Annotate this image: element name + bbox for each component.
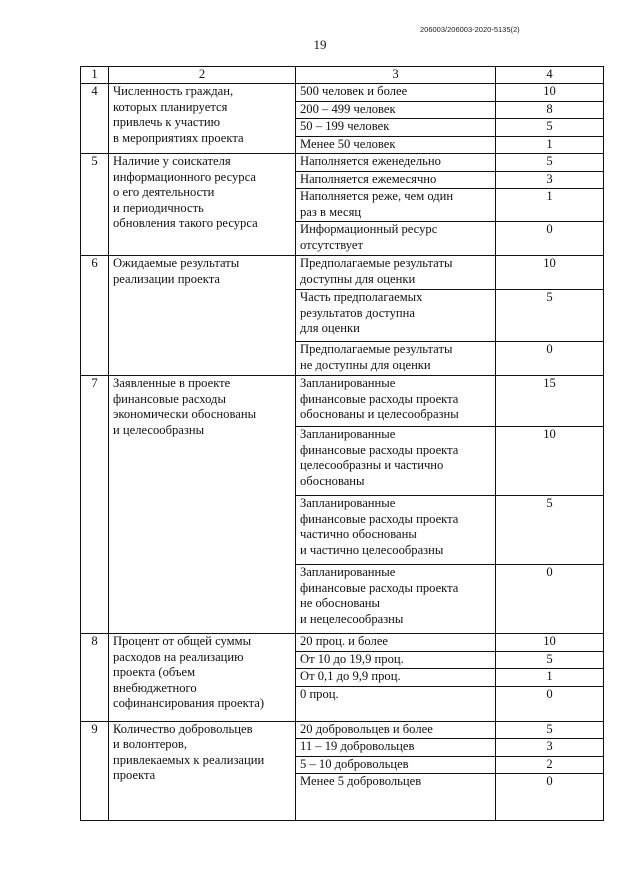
option-text: 5 – 10 добровольцев	[296, 756, 496, 774]
option-score: 0	[496, 686, 604, 721]
criteria-table	[80, 66, 604, 821]
criterion-number: 6	[81, 256, 109, 376]
option-text: Запланированные финансовые расходы проекта обоснованы и целесообразны	[296, 376, 496, 427]
criterion-number: 5	[81, 154, 109, 256]
option-text: 200 – 499 человек	[296, 101, 496, 119]
option-score: 5	[496, 651, 604, 669]
option-score: 10	[496, 634, 604, 652]
option-text: 20 добровольцев и более	[296, 721, 496, 739]
criterion-name: Заявленные в проекте финансовые расходы экономически обоснованы и целесообразны	[109, 376, 296, 634]
option-text: Информационный ресурс отсутствует	[296, 222, 496, 256]
option-score: 8	[496, 101, 604, 119]
table-row	[81, 634, 604, 652]
criterion-number: 9	[81, 721, 109, 821]
table-row	[81, 721, 604, 739]
option-text: 11 – 19 добровольцев	[296, 739, 496, 757]
criterion-number: 8	[81, 634, 109, 722]
option-score: 1	[496, 189, 604, 222]
option-score: 15	[496, 376, 604, 427]
option-text: Наполняется реже, чем один раз в месяц	[296, 189, 496, 222]
option-text: Наполняется еженедельно	[296, 154, 496, 172]
option-text: Менее 50 человек	[296, 136, 496, 154]
option-score: 10	[496, 427, 604, 496]
option-score: 5	[496, 154, 604, 172]
option-text: 0 проц.	[296, 686, 496, 721]
option-score: 0	[496, 774, 604, 821]
column-header-4: 4	[496, 67, 604, 84]
page-number: 19	[313, 37, 327, 52]
option-text: Наполняется ежемесячно	[296, 171, 496, 189]
option-text: От 0,1 до 9,9 проц.	[296, 669, 496, 687]
option-score: 5	[496, 496, 604, 565]
option-score: 10	[496, 84, 604, 102]
table-row	[81, 84, 604, 102]
option-text: 20 проц. и более	[296, 634, 496, 652]
option-score: 0	[496, 222, 604, 256]
option-score: 5	[496, 119, 604, 137]
criterion-number: 7	[81, 376, 109, 634]
criterion-name: Ожидаемые результаты реализации проекта	[109, 256, 296, 376]
option-score: 10	[496, 256, 604, 290]
option-score: 2	[496, 756, 604, 774]
option-score: 1	[496, 669, 604, 687]
criterion-name: Процент от общей суммы расходов на реализацию проекта (объем внебюджетного софинансирования проекта)	[109, 634, 296, 722]
option-text: Часть предполагаемых результатов доступна для оценки	[296, 290, 496, 342]
option-text: От 10 до 19,9 проц.	[296, 651, 496, 669]
option-text: Запланированные финансовые расходы проекта не обоснованы и нецелесообразны	[296, 565, 496, 634]
option-text: Предполагаемые результаты не доступны для оценки	[296, 342, 496, 376]
option-score: 3	[496, 171, 604, 189]
criterion-name: Количество добровольцев и волонтеров, привлекаемых к реализации проекта	[109, 721, 296, 821]
column-header-1: 1	[81, 67, 109, 84]
option-score: 1	[496, 136, 604, 154]
option-text: 50 – 199 человек	[296, 119, 496, 137]
table-row	[81, 256, 604, 290]
criterion-name: Наличие у соискателя информационного ресурса о его деятельности и периодичность обновления такого ресурса	[109, 154, 296, 256]
criteria-table-body	[81, 67, 604, 821]
table-row	[81, 154, 604, 172]
option-text: Предполагаемые результаты доступны для оценки	[296, 256, 496, 290]
criterion-name: Численность граждан, которых планируется привлечь к участию в мероприятиях проекта	[109, 84, 296, 154]
option-text: Запланированные финансовые расходы проекта частично обоснованы и частично целесообразны	[296, 496, 496, 565]
option-score: 0	[496, 565, 604, 634]
option-score: 5	[496, 721, 604, 739]
option-score: 5	[496, 290, 604, 342]
column-header-2: 2	[109, 67, 296, 84]
document-id: 206003/206003-2020-5135(2)	[420, 25, 520, 34]
option-score: 0	[496, 342, 604, 376]
criterion-number: 4	[81, 84, 109, 154]
column-header-3: 3	[296, 67, 496, 84]
option-text: Менее 5 добровольцев	[296, 774, 496, 821]
option-score: 3	[496, 739, 604, 757]
header-row	[81, 67, 604, 84]
table-row	[81, 376, 604, 427]
option-text: Запланированные финансовые расходы проекта целесообразны и частично обоснованы	[296, 427, 496, 496]
option-text: 500 человек и более	[296, 84, 496, 102]
